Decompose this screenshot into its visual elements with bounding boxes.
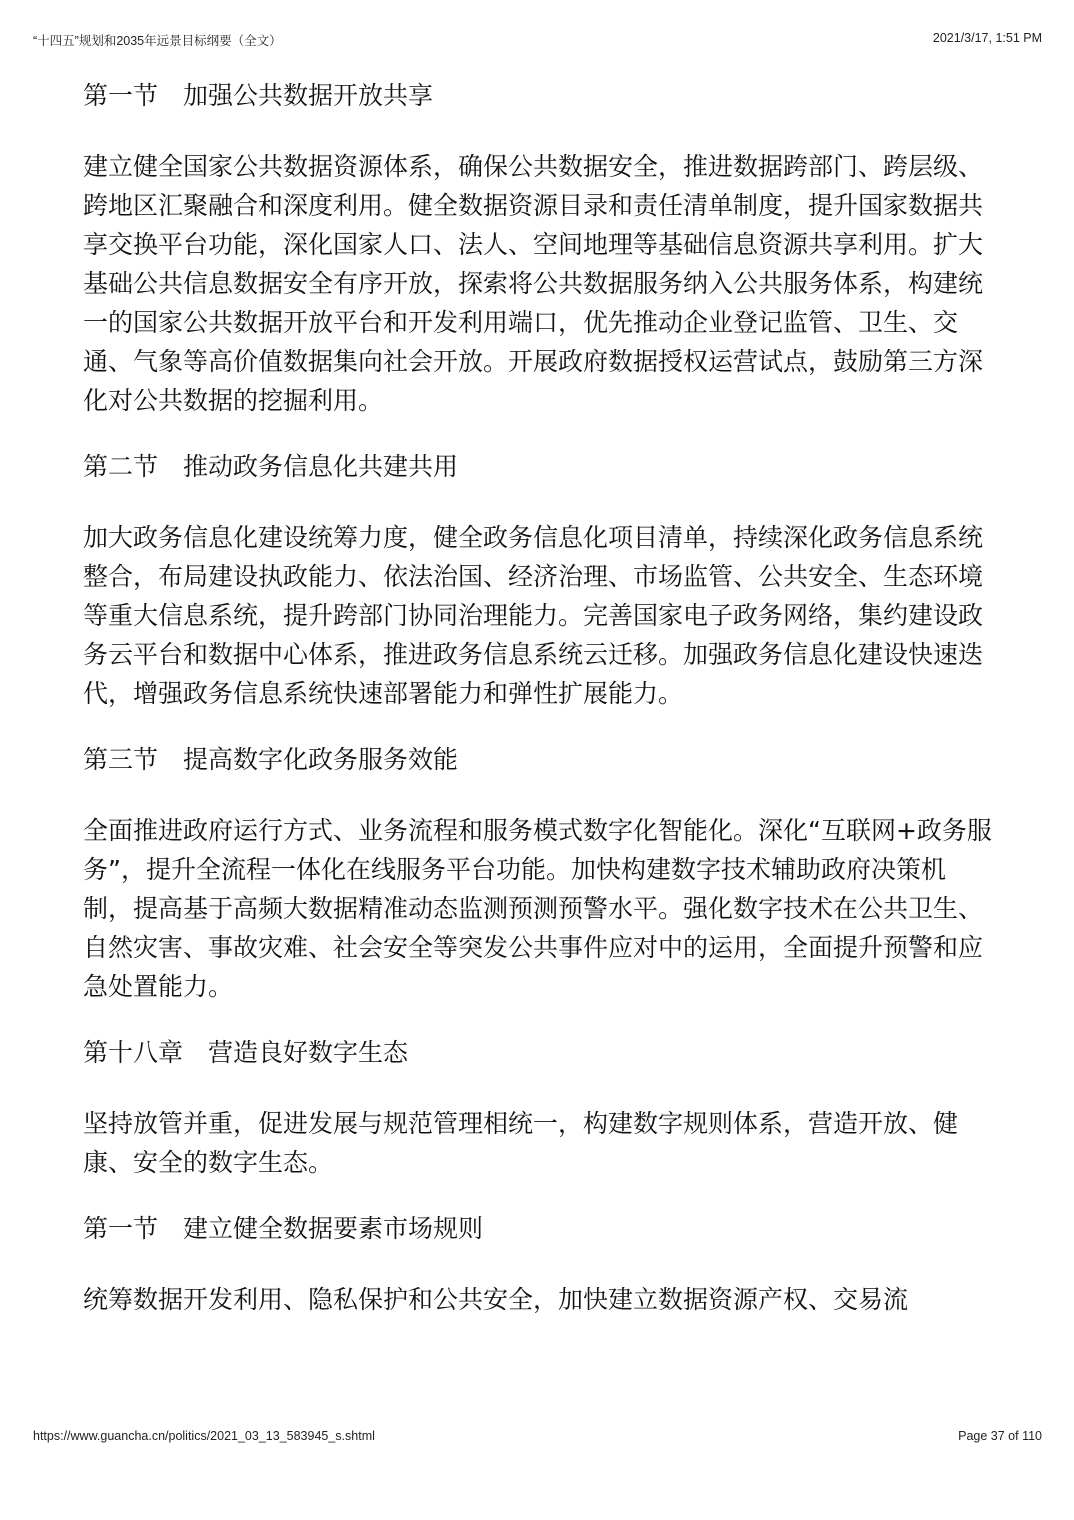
document-body <box>83 76 995 1319</box>
paragraph: 加大政务信息化建设统筹力度，健全政务信息化项目清单，持续深化政务信息系统整合，布局建设执政能力、依法治国、经济治理、市场监管、公共安全、生态环境等重大信息系统，提升跨部门协同治理能力。完善国家电子政务网络，集约建设政务云平台和数据中心体系，推进政务信息系统云迁移。加强政务信息化建设快速迭代，增强政务信息系统快速部署能力和弹性扩展能力。 <box>83 523 984 708</box>
paragraph: 统筹数据开发利用、隐私保护和公共安全，加快建立数据资源产权、交易流 <box>83 1285 909 1314</box>
section-heading: 第二节 推动政务信息化共建共用 <box>83 452 459 481</box>
paragraph: 坚持放管并重，促进发展与规范管理相统一，构建数字规则体系，营造开放、健康、安全的数字生态。 <box>83 1109 959 1177</box>
chapter-heading: 第十八章 营造良好数字生态 <box>83 1038 409 1067</box>
section-heading: 第一节 加强公共数据开放共享 <box>83 81 434 110</box>
section-heading: 第三节 提高数字化政务服务效能 <box>83 745 459 774</box>
source-url-link[interactable]: https://www.guancha.cn/politics/2021_03_13_583945_s.shtml <box>33 1429 375 1443</box>
paragraph: 建立健全国家公共数据资源体系，确保公共数据安全，推进数据跨部门、跨层级、跨地区汇聚融合和深度利用。健全数据资源目录和责任清单制度，提升国家数据共享交换平台功能，深化国家人口、法人、空间地理等基础信息资源共享利用。扩大基础公共信息数据安全有序开放，探索将公共数据服务纳入公共服务体系，构建统一的国家公共数据开放平台和开发利用端口，优先推动企业登记监管、卫生、交通、气象等高价值数据集向社会开放。开展政府数据授权运营试点，鼓励第三方深化对公共数据的挖掘利用。 <box>83 152 984 415</box>
paragraph: 全面推进政府运行方式、业务流程和服务模式数字化智能化。深化“互联网+政务服务”，提升全流程一体化在线服务平台功能。加快构建数字技术辅助政府决策机制，提高基于高频大数据精准动态监测预测预警水平。强化数字技术在公共卫生、自然灾害、事故灾难、社会安全等突发公共事件应对中的运用，全面提升预警和应急处置能力。 <box>83 816 992 1001</box>
document-title: “十四五”规划和2035年远景目标纲要（全文） <box>33 34 282 48</box>
print-header <box>33 31 1042 49</box>
print-datetime: 2021/3/17, 1:51 PM <box>932 31 1042 45</box>
page-number: Page 37 of 110 <box>958 1429 1042 1443</box>
print-footer <box>33 1429 1042 1443</box>
section-heading: 第一节 建立健全数据要素市场规则 <box>83 1214 484 1243</box>
